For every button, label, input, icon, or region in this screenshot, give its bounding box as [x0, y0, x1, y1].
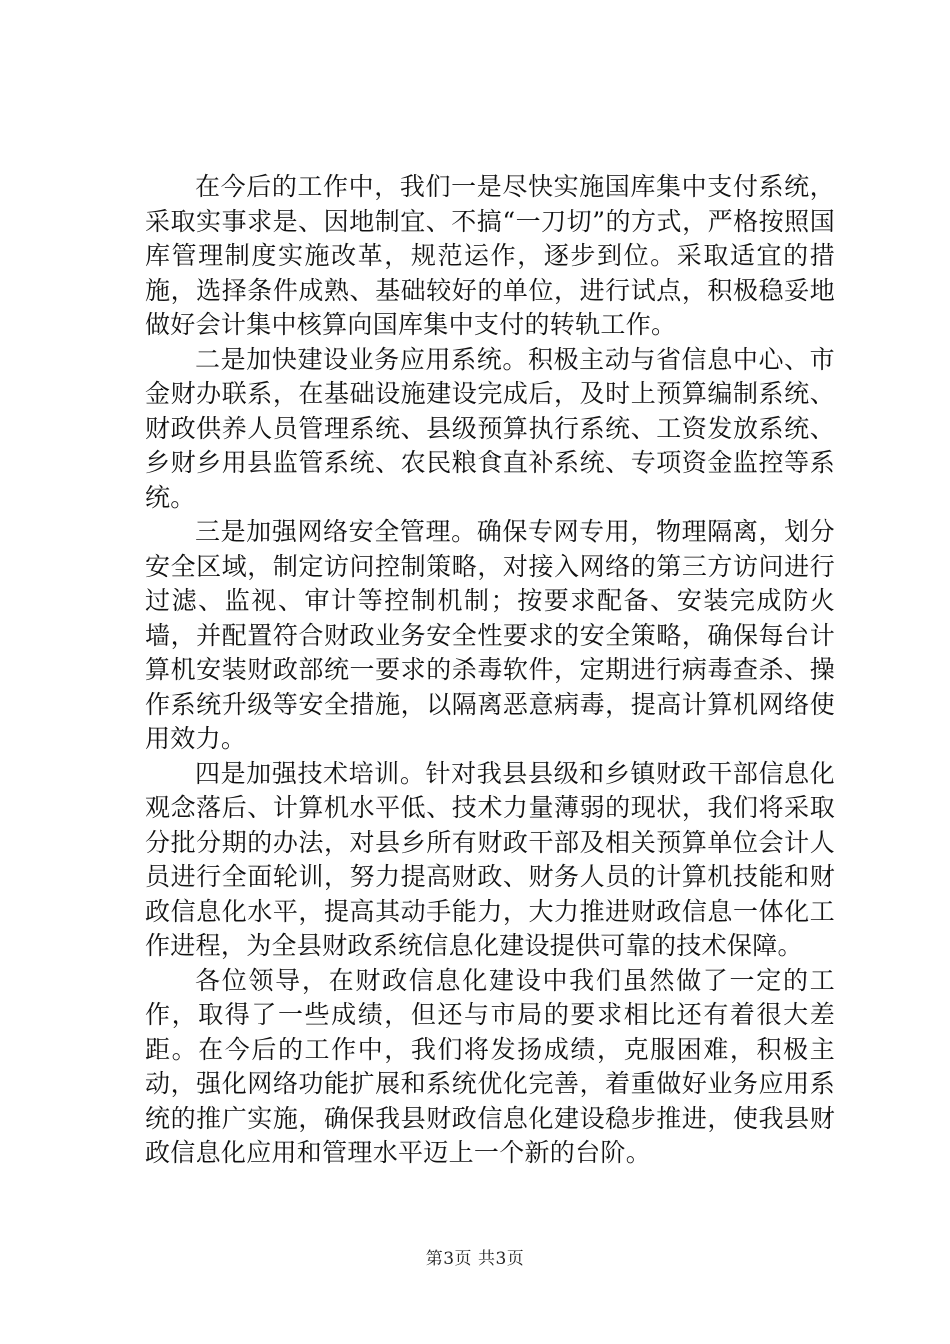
paragraph-1: 在今后的工作中，我们一是尽快实施国库集中支付系统，采取实事求是、因地制宜、不搞“一刀切”的方式，严格按照国库管理制度实施改革，规范运作，逐步到位。采取适宜的措施，选择条件成熟、基础较好的单位，进行试点，积极稳妥地做好会计集中核算向国库集中支付的转轨工作。 [145, 172, 835, 339]
paragraph-4: 四是加强技术培训。针对我县县级和乡镇财政干部信息化观念落后、计算机水平低、技术力量薄弱的现状，我们将采取分批分期的办法，对县乡所有财政干部及相关预算单位会计人员进行全面轮训，努力提高财政、财务人员的计算机技能和财政信息化水平，提高其动手能力，大力推进财政信息一体化工作进程，为全县财政系统信息化建设提供可靠的技术保障。 [145, 758, 835, 960]
paragraph-5: 各位领导，在财政信息化建设中我们虽然做了一定的工作，取得了一些成绩，但还与市局的要求相比还有着很大差距。在今后的工作中，我们将发扬成绩，克服困难，积极主动，强化网络功能扩展和系统优化完善，着重做好业务应用系统的推广实施，确保我县财政信息化建设稳步推进，使我县财政信息化应用和管理水平迈上一个新的台阶。 [145, 965, 835, 1167]
paragraph-2: 二是加快建设业务应用系统。积极主动与省信息中心、市金财办联系，在基础设施建设完成后，及时上预算编制系统、财政供养人员管理系统、县级预算执行系统、工资发放系统、乡财乡用县监管系统、农民粮食直补系统、专项资金监控等系统。 [145, 344, 835, 512]
page-number-footer: 第3页 共3页 [425, 1249, 525, 1269]
paragraph-3: 三是加强网络安全管理。确保专网专用，物理隔离，划分安全区域，制定访问控制策略，对接入网络的第三方访问进行过滤、监视、审计等控制机制；按要求配备、安装完成防火墙，并配置符合财政业务安全性要求的安全策略，确保每台计算机安装财政部统一要求的杀毒软件，定期进行病毒查杀、操作系统升级等安全措施，以隔离恶意病毒，提高计算机网络使用效力。 [145, 517, 835, 753]
document-body [145, 170, 835, 1171]
